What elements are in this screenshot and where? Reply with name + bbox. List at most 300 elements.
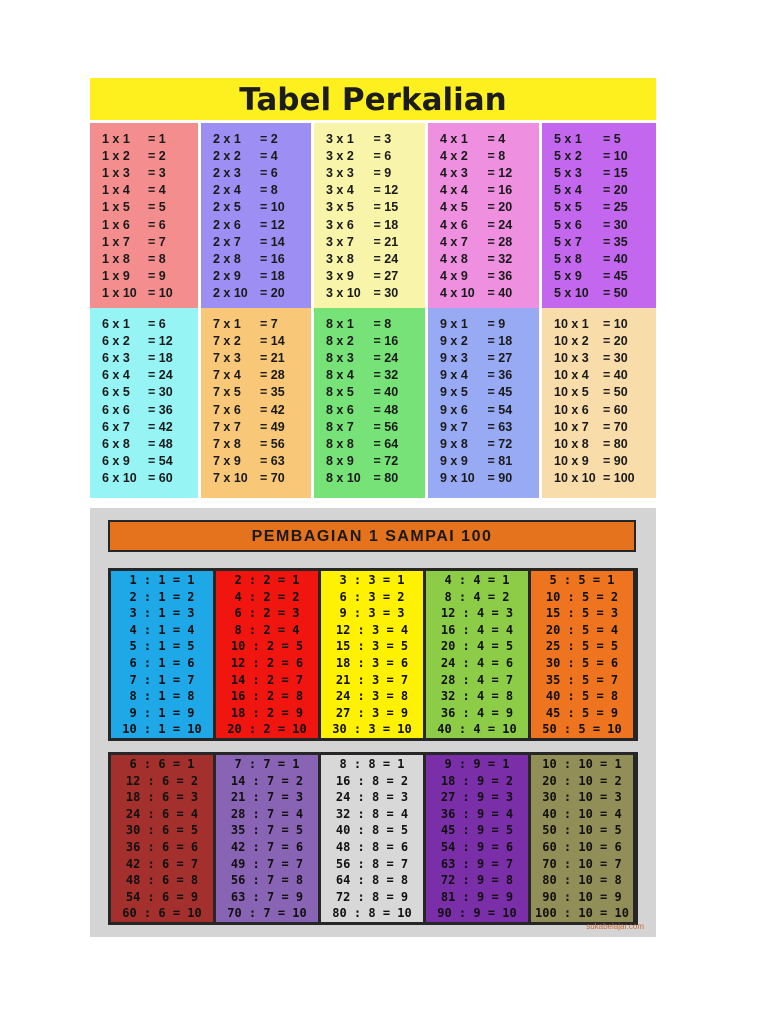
multiplication-expression: 9 x 8 — [440, 436, 468, 451]
multiplication-expression: 3 x 10 — [326, 286, 361, 301]
division-row: 16 : 8 = 2 — [335, 773, 409, 788]
multiplication-result: = 90 — [487, 471, 513, 486]
multiplication-result: = 18 — [373, 217, 399, 232]
multiplication-row — [201, 470, 311, 487]
division-row: 40 : 10 = 4 — [542, 806, 622, 821]
multiplication-row — [428, 233, 539, 250]
multiplication-row — [314, 453, 425, 470]
multiplication-expression: 3 x 5 — [326, 200, 354, 215]
multiplication-result: = 49 — [260, 419, 285, 434]
multiplication-row — [201, 268, 311, 285]
multiplication-row — [314, 285, 425, 302]
division-row: 18 : 2 = 9 — [230, 705, 304, 720]
multiplication-result: = 21 — [373, 234, 399, 249]
multiplication-result: = 16 — [373, 333, 399, 348]
multiplication-row — [314, 164, 425, 181]
multiplication-expression: 1 x 5 — [102, 200, 130, 215]
multiplication-result: = 27 — [373, 269, 399, 284]
division-row: 60 : 6 = 10 — [122, 906, 202, 921]
multiplication-row — [90, 250, 198, 267]
multiplication-result: = 10 — [148, 286, 173, 301]
multiplication-expression: 3 x 4 — [326, 183, 354, 198]
multiplication-expression: 4 x 2 — [440, 148, 468, 163]
division-row: 63 : 7 = 9 — [230, 889, 304, 904]
multiplication-result: = 48 — [373, 402, 399, 417]
division-row: 27 : 9 = 3 — [440, 790, 514, 805]
multiplication-table-10 — [542, 308, 656, 498]
multiplication-row — [428, 216, 539, 233]
multiplication-expression: 10 x 1 — [554, 316, 589, 331]
multiplication-result: = 40 — [487, 286, 513, 301]
multiplication-result: = 12 — [260, 217, 285, 232]
division-row: 2 : 1 = 2 — [129, 589, 195, 604]
multiplication-row — [314, 147, 425, 164]
multiplication-expression: 3 x 9 — [326, 269, 354, 284]
multiplication-table-5 — [542, 123, 656, 309]
division-row: 6 : 2 = 3 — [234, 606, 300, 621]
division-table-6 — [111, 755, 213, 922]
multiplication-expression: 4 x 10 — [440, 286, 475, 301]
multiplication-result: = 30 — [148, 385, 173, 400]
multiplication-result: = 40 — [603, 368, 628, 383]
multiplication-expression: 3 x 2 — [326, 148, 354, 163]
division-row: 12 : 2 = 6 — [230, 655, 304, 670]
multiplication-row — [428, 418, 539, 435]
multiplication-row — [314, 315, 425, 332]
multiplication-row — [90, 453, 198, 470]
multiplication-expression: 8 x 9 — [326, 454, 354, 469]
multiplication-expression: 5 x 8 — [554, 251, 582, 266]
division-row: 3 : 3 = 1 — [339, 573, 405, 587]
multiplication-expression: 8 x 2 — [326, 333, 354, 348]
division-row: 7 : 1 = 7 — [129, 672, 195, 687]
multiplication-row — [314, 199, 425, 216]
multiplication-row — [314, 418, 425, 435]
multiplication-expression: 4 x 6 — [440, 217, 468, 232]
multiplication-row — [314, 367, 425, 384]
multiplication-expression: 7 x 10 — [213, 471, 248, 486]
multiplication-row — [314, 349, 425, 366]
multiplication-expression: 7 x 4 — [213, 368, 241, 383]
division-row: 48 : 8 = 6 — [335, 839, 409, 854]
division-row: 72 : 9 = 8 — [440, 873, 514, 888]
multiplication-row — [542, 233, 656, 250]
multiplication-expression: 1 x 8 — [102, 251, 130, 266]
multiplication-expression: 5 x 9 — [554, 269, 582, 284]
division-row: 32 : 8 = 4 — [335, 806, 409, 821]
multiplication-expression: 8 x 7 — [326, 419, 354, 434]
multiplication-row — [90, 268, 198, 285]
multiplication-result: = 16 — [260, 251, 285, 266]
multiplication-row — [428, 349, 539, 366]
multiplication-result: = 27 — [487, 350, 513, 365]
multiplication-expression: 9 x 7 — [440, 419, 468, 434]
multiplication-result: = 50 — [603, 286, 628, 301]
multiplication-result: = 20 — [487, 200, 513, 215]
multiplication-result: = 54 — [487, 402, 513, 417]
multiplication-expression: 2 x 3 — [213, 165, 241, 180]
division-row: 14 : 2 = 7 — [230, 672, 304, 687]
division-row: 30 : 10 = 3 — [542, 790, 622, 805]
multiplication-row — [542, 384, 656, 401]
multiplication-expression: 6 x 6 — [102, 402, 130, 417]
multiplication-expression: 9 x 6 — [440, 402, 468, 417]
multiplication-result: = 21 — [260, 350, 285, 365]
division-row: 70 : 7 = 10 — [227, 906, 307, 921]
multiplication-result: = 7 — [260, 316, 278, 331]
division-row: 72 : 8 = 9 — [335, 889, 409, 904]
division-row: 18 : 9 = 2 — [440, 773, 514, 788]
multiplication-expression: 9 x 10 — [440, 471, 475, 486]
multiplication-result: = 12 — [148, 333, 173, 348]
division-row: 45 : 5 = 9 — [545, 705, 619, 720]
multiplication-result: = 24 — [148, 368, 173, 383]
multiplication-result: = 56 — [260, 436, 285, 451]
multiplication-result: = 42 — [260, 402, 285, 417]
multiplication-expression: 4 x 7 — [440, 234, 468, 249]
multiplication-result: = 40 — [373, 385, 399, 400]
multiplication-row — [542, 130, 656, 147]
multiplication-expression: 9 x 3 — [440, 350, 468, 365]
multiplication-table-9 — [428, 308, 539, 498]
division-row: 6 : 6 = 1 — [129, 757, 195, 771]
multiplication-result: = 10 — [603, 148, 628, 163]
multiplication-result: = 35 — [603, 234, 628, 249]
division-row: 40 : 8 = 5 — [335, 823, 409, 838]
multiplication-row — [314, 130, 425, 147]
division-table-2 — [216, 571, 318, 738]
multiplication-expression: 10 x 4 — [554, 368, 589, 383]
multiplication-expression: 10 x 8 — [554, 436, 589, 451]
multiplication-row — [428, 332, 539, 349]
multiplication-table-3 — [314, 123, 425, 309]
multiplication-row — [428, 268, 539, 285]
division-row: 24 : 3 = 8 — [335, 689, 409, 704]
multiplication-row — [542, 315, 656, 332]
multiplication-result: = 1 — [148, 131, 166, 146]
division-row: 15 : 3 = 5 — [335, 639, 409, 654]
multiplication-expression: 3 x 6 — [326, 217, 354, 232]
multiplication-row — [90, 401, 198, 418]
multiplication-row — [314, 216, 425, 233]
multiplication-result: = 90 — [603, 454, 628, 469]
multiplication-expression: 6 x 3 — [102, 350, 130, 365]
division-row: 3 : 1 = 3 — [129, 606, 195, 621]
division-table-1 — [111, 571, 213, 738]
multiplication-row — [314, 332, 425, 349]
division-row: 24 : 6 = 4 — [125, 806, 199, 821]
multiplication-result: = 24 — [373, 251, 399, 266]
multiplication-expression: 4 x 1 — [440, 131, 468, 146]
multiplication-result: = 4 — [148, 183, 166, 198]
multiplication-row — [201, 315, 311, 332]
multiplication-expression: 2 x 1 — [213, 131, 241, 146]
multiplication-expression: 4 x 8 — [440, 251, 468, 266]
multiplication-result: = 9 — [373, 165, 392, 180]
multiplication-result: = 36 — [487, 368, 513, 383]
multiplication-row — [428, 250, 539, 267]
division-table-4 — [426, 571, 528, 738]
multiplication-row — [90, 384, 198, 401]
multiplication-row — [314, 401, 425, 418]
multiplication-result: = 28 — [487, 234, 513, 249]
multiplication-row — [201, 216, 311, 233]
multiplication-expression: 6 x 9 — [102, 454, 130, 469]
division-row: 30 : 3 = 10 — [332, 722, 412, 737]
multiplication-row — [201, 349, 311, 366]
division-row: 90 : 9 = 10 — [437, 906, 517, 921]
multiplication-result: = 16 — [487, 183, 513, 198]
division-row: 48 : 6 = 8 — [125, 873, 199, 888]
division-row: 5 : 1 = 5 — [129, 639, 195, 654]
division-table-9 — [426, 755, 528, 922]
division-row: 90 : 10 = 9 — [542, 889, 622, 904]
multiplication-row — [90, 164, 198, 181]
multiplication-row — [542, 285, 656, 302]
multiplication-expression: 4 x 4 — [440, 183, 468, 198]
multiplication-row — [428, 164, 539, 181]
division-row: 42 : 6 = 7 — [125, 856, 199, 871]
multiplication-result: = 63 — [260, 454, 285, 469]
multiplication-expression: 9 x 1 — [440, 316, 468, 331]
division-row: 54 : 6 = 9 — [125, 889, 199, 904]
multiplication-expression: 3 x 1 — [326, 131, 354, 146]
multiplication-result: = 2 — [148, 148, 166, 163]
division-row: 35 : 7 = 5 — [230, 823, 304, 838]
multiplication-expression: 1 x 4 — [102, 183, 130, 198]
multiplication-row — [428, 435, 539, 452]
multiplication-row — [201, 199, 311, 216]
multiplication-result: = 18 — [148, 350, 173, 365]
multiplication-result: = 9 — [487, 316, 506, 331]
division-row: 40 : 4 = 10 — [437, 722, 517, 737]
division-row: 24 : 8 = 3 — [335, 790, 409, 805]
multiplication-expression: 8 x 1 — [326, 316, 354, 331]
multiplication-table-4 — [428, 123, 539, 309]
division-row: 21 : 7 = 3 — [230, 790, 304, 805]
multiplication-expression: 8 x 10 — [326, 471, 361, 486]
multiplication-expression: 3 x 7 — [326, 234, 354, 249]
multiplication-row — [201, 130, 311, 147]
division-row: 100 : 10 = 10 — [535, 906, 629, 921]
multiplication-row — [90, 418, 198, 435]
multiplication-result: = 2 — [260, 131, 278, 146]
multiplication-result: = 4 — [487, 131, 506, 146]
multiplication-result: = 80 — [603, 436, 628, 451]
multiplication-result: = 30 — [603, 350, 628, 365]
multiplication-row — [90, 199, 198, 216]
division-row: 56 : 8 = 7 — [335, 856, 409, 871]
division-row: 35 : 5 = 7 — [545, 672, 619, 687]
multiplication-expression: 7 x 3 — [213, 350, 241, 365]
multiplication-row — [90, 285, 198, 302]
multiplication-expression: 8 x 6 — [326, 402, 354, 417]
multiplication-result: = 6 — [148, 316, 166, 331]
multiplication-result: = 8 — [148, 251, 166, 266]
multiplication-row — [428, 147, 539, 164]
multiplication-expression: 10 x 9 — [554, 454, 589, 469]
division-row: 6 : 3 = 2 — [339, 589, 405, 604]
multiplication-result: = 24 — [373, 350, 399, 365]
division-row: 30 : 6 = 5 — [125, 823, 199, 838]
multiplication-expression: 2 x 5 — [213, 200, 241, 215]
multiplication-result: = 72 — [487, 436, 513, 451]
multiplication-row — [542, 268, 656, 285]
multiplication-row — [314, 470, 425, 487]
division-table-3 — [321, 571, 423, 738]
multiplication-result: = 32 — [487, 251, 513, 266]
multiplication-row — [428, 453, 539, 470]
division-row: 9 : 9 = 1 — [444, 757, 510, 771]
division-poster — [90, 508, 656, 937]
multiplication-row — [542, 250, 656, 267]
multiplication-expression: 2 x 4 — [213, 183, 241, 198]
multiplication-expression: 2 x 9 — [213, 269, 241, 284]
multiplication-expression: 6 x 2 — [102, 333, 130, 348]
division-row: 4 : 2 = 2 — [234, 589, 300, 604]
multiplication-result: = 5 — [148, 200, 166, 215]
multiplication-table-7 — [201, 308, 311, 498]
multiplication-expression: 3 x 8 — [326, 251, 354, 266]
multiplication-row — [201, 418, 311, 435]
multiplication-result: = 10 — [260, 200, 285, 215]
multiplication-row — [201, 250, 311, 267]
multiplication-result: = 45 — [487, 385, 513, 400]
division-row: 81 : 9 = 9 — [440, 889, 514, 904]
multiplication-expression: 7 x 2 — [213, 333, 241, 348]
division-row: 63 : 9 = 7 — [440, 856, 514, 871]
multiplication-expression: 6 x 8 — [102, 436, 130, 451]
multiplication-row — [428, 315, 539, 332]
division-row: 8 : 4 = 2 — [444, 589, 510, 604]
multiplication-expression: 1 x 9 — [102, 269, 130, 284]
multiplication-result: = 6 — [148, 217, 166, 232]
multiplication-row — [90, 233, 198, 250]
division-row: 18 : 3 = 6 — [335, 655, 409, 670]
multiplication-expression: 5 x 4 — [554, 183, 582, 198]
division-row: 14 : 7 = 2 — [230, 773, 304, 788]
multiplication-row — [542, 453, 656, 470]
multiplication-expression: 2 x 10 — [213, 286, 248, 301]
division-table-8 — [321, 755, 423, 922]
multiplication-expression: 7 x 6 — [213, 402, 241, 417]
multiplication-result: = 8 — [260, 183, 278, 198]
multiplication-row — [542, 332, 656, 349]
division-row: 25 : 5 = 5 — [545, 639, 619, 654]
multiplication-expression: 6 x 10 — [102, 471, 137, 486]
multiplication-expression: 10 x 2 — [554, 333, 589, 348]
division-row: 49 : 7 = 7 — [230, 856, 304, 871]
multiplication-expression: 5 x 1 — [554, 131, 582, 146]
multiplication-row — [201, 435, 311, 452]
division-row: 5 : 5 = 1 — [549, 573, 615, 587]
multiplication-expression: 7 x 1 — [213, 316, 241, 331]
multiplication-row — [428, 384, 539, 401]
multiplication-result: = 12 — [373, 183, 399, 198]
multiplication-row — [201, 285, 311, 302]
multiplication-expression: 2 x 6 — [213, 217, 241, 232]
multiplication-expression: 1 x 6 — [102, 217, 130, 232]
multiplication-result: = 8 — [487, 148, 506, 163]
multiplication-row — [542, 164, 656, 181]
multiplication-result: = 15 — [373, 200, 399, 215]
multiplication-row — [428, 285, 539, 302]
division-row: 1 : 1 = 1 — [129, 573, 195, 587]
multiplication-expression: 9 x 2 — [440, 333, 468, 348]
division-row: 54 : 9 = 6 — [440, 839, 514, 854]
multiplication-result: = 18 — [260, 269, 285, 284]
multiplication-expression: 1 x 3 — [102, 165, 130, 180]
division-row: 9 : 1 = 9 — [129, 705, 195, 720]
multiplication-result: = 64 — [373, 436, 399, 451]
multiplication-expression: 10 x 10 — [554, 471, 596, 486]
division-row: 28 : 7 = 4 — [230, 806, 304, 821]
multiplication-expression: 9 x 5 — [440, 385, 468, 400]
multiplication-row — [542, 367, 656, 384]
division-row: 8 : 1 = 8 — [129, 689, 195, 704]
multiplication-result: = 15 — [603, 165, 628, 180]
multiplication-table-6 — [90, 308, 198, 498]
multiplication-result: = 48 — [148, 436, 173, 451]
division-row: 27 : 3 = 9 — [335, 705, 409, 720]
multiplication-row — [428, 199, 539, 216]
multiplication-row — [314, 384, 425, 401]
multiplication-expression: 4 x 5 — [440, 200, 468, 215]
multiplication-expression: 7 x 5 — [213, 385, 241, 400]
multiplication-row — [542, 349, 656, 366]
multiplication-row — [201, 182, 311, 199]
division-group-top — [108, 568, 638, 741]
division-row: 20 : 4 = 5 — [440, 639, 514, 654]
multiplication-expression: 5 x 2 — [554, 148, 582, 163]
division-row: 80 : 10 = 8 — [542, 873, 622, 888]
multiplication-expression: 3 x 3 — [326, 165, 354, 180]
division-row: 20 : 10 = 2 — [542, 773, 622, 788]
multiplication-table-2 — [201, 123, 311, 309]
multiplication-expression: 9 x 4 — [440, 368, 468, 383]
multiplication-row — [314, 435, 425, 452]
multiplication-table-1 — [90, 123, 198, 309]
multiplication-result: = 6 — [373, 148, 392, 163]
multiplication-result: = 36 — [148, 402, 173, 417]
division-row: 10 : 10 = 1 — [542, 757, 622, 771]
division-row: 80 : 8 = 10 — [332, 906, 412, 921]
division-row: 12 : 3 = 4 — [335, 622, 409, 637]
multiplication-row — [542, 435, 656, 452]
division-row: 2 : 2 = 1 — [234, 573, 300, 587]
multiplication-poster — [90, 78, 656, 499]
multiplication-row — [90, 130, 198, 147]
division-row: 8 : 8 = 1 — [339, 757, 405, 771]
division-row: 36 : 9 = 4 — [440, 806, 514, 821]
division-row: 40 : 5 = 8 — [545, 689, 619, 704]
multiplication-expression: 8 x 4 — [326, 368, 354, 383]
multiplication-expression: 6 x 5 — [102, 385, 130, 400]
multiplication-expression: 5 x 7 — [554, 234, 582, 249]
multiplication-row — [542, 470, 656, 487]
division-row: 9 : 3 = 3 — [339, 606, 405, 621]
multiplication-result: = 30 — [603, 217, 628, 232]
multiplication-expression: 10 x 5 — [554, 385, 589, 400]
division-table-10 — [531, 755, 633, 922]
division-title: PEMBAGIAN 1 SAMPAI 100 — [108, 520, 636, 552]
multiplication-result: = 3 — [148, 165, 166, 180]
multiplication-row — [314, 268, 425, 285]
multiplication-row — [90, 216, 198, 233]
multiplication-result: = 30 — [373, 286, 399, 301]
multiplication-row — [201, 453, 311, 470]
multiplication-result: = 100 — [603, 471, 635, 486]
